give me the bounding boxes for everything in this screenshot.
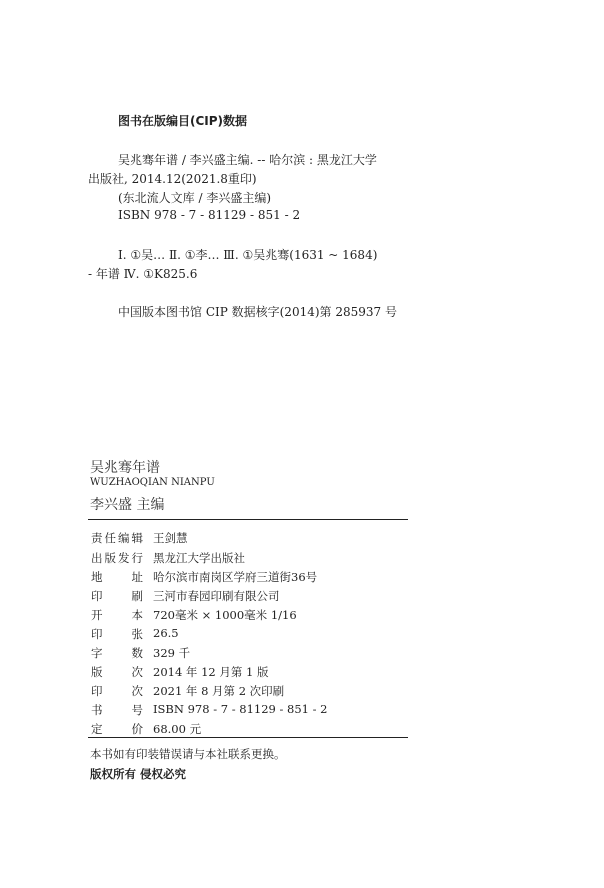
info-value: 720毫米 × 1000毫米 1/16 (153, 608, 297, 622)
cip-line-publisher: 出版社, 2014.12(2021.8重印) (88, 172, 257, 186)
info-label: 开本 (91, 608, 143, 622)
info-value: 26.5 (153, 626, 179, 640)
cip-number: 中国版本图书馆 CIP 数据核字(2014)第 285937 号 (118, 305, 397, 319)
replacement-notice: 本书如有印装错误请与本社联系更换。 (90, 747, 286, 761)
info-value: 68.00 元 (153, 722, 202, 736)
book-title-cn: 吴兆骞年谱 (90, 460, 160, 476)
info-label: 字数 (91, 646, 143, 660)
info-value: 329 千 (153, 646, 191, 660)
info-value: 黑龙江大学出版社 (153, 551, 245, 565)
info-value: 2014 年 12 月第 1 版 (153, 665, 269, 679)
info-label: 地址 (91, 570, 143, 584)
info-value: 三河市春园印刷有限公司 (153, 589, 280, 603)
cip-line-isbn: ISBN 978 - 7 - 81129 - 851 - 2 (118, 208, 301, 222)
cip-line-title: 吴兆骞年谱 / 李兴盛主编. -- 哈尔滨 : 黑龙江大学 (118, 153, 377, 167)
info-label: 版次 (91, 665, 143, 679)
divider-top (88, 519, 408, 520)
cip-classification-line-2: - 年谱 Ⅳ. ①K825.6 (88, 267, 198, 281)
book-editor: 李兴盛 主编 (90, 497, 165, 513)
info-label: 责任编辑 (91, 531, 143, 545)
info-label: 书号 (91, 703, 143, 717)
cip-title: 图书在版编目(CIP)数据 (118, 114, 248, 128)
info-label: 印刷 (91, 589, 143, 603)
info-label: 印张 (91, 627, 143, 641)
cip-line-series: (东北流人文库 / 李兴盛主编) (118, 191, 272, 205)
info-value: 哈尔滨市南岗区学府三道街36号 (153, 570, 318, 584)
info-value: 王剑慧 (153, 531, 188, 545)
cip-classification-line-1: Ⅰ. ①吴… Ⅱ. ①李… Ⅲ. ①吴兆骞(1631 ~ 1684) (118, 248, 378, 262)
info-label: 出版发行 (91, 551, 143, 565)
book-title-pinyin: WUZHAOQIAN NIANPU (90, 477, 215, 488)
info-value: 2021 年 8 月第 2 次印刷 (153, 684, 285, 698)
info-value: ISBN 978 - 7 - 81129 - 851 - 2 (153, 702, 328, 716)
info-label: 定价 (91, 722, 143, 736)
info-label: 印次 (91, 684, 143, 698)
copyright-notice: 版权所有 侵权必究 (90, 767, 187, 781)
divider-bottom (88, 737, 408, 738)
